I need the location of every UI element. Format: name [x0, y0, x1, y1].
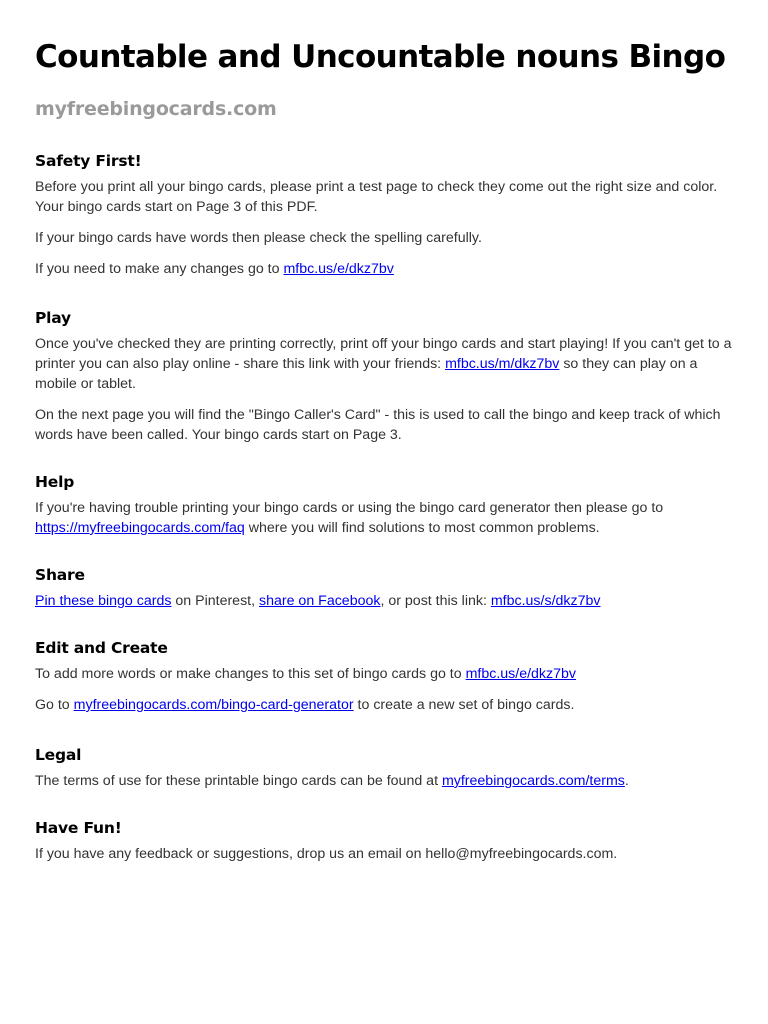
heading-share: Share — [35, 566, 85, 584]
section-edit-and-create — [35, 636, 735, 715]
section-share — [35, 563, 735, 611]
safety-paragraph-2: If your bingo cards have words then please check the spelling carefully. — [35, 230, 482, 246]
page-title: Countable and Uncountable nouns Bingo — [35, 39, 726, 75]
help-paragraph — [35, 498, 735, 538]
legal-p1-text: The terms of use for these printable bingo cards can be found at — [35, 773, 442, 789]
share-post-link[interactable]: mfbc.us/s/dkz7bv — [490, 593, 601, 609]
edit-p1-text: To add more words or make changes to this set of bingo cards go to — [35, 666, 466, 682]
heading-legal: Legal — [35, 746, 82, 764]
play-paragraph-1 — [35, 334, 735, 394]
card-generator-link[interactable]: myfreebingocards.com/bingo-card-generator — [73, 697, 354, 713]
terms-link[interactable]: myfreebingocards.com/terms — [441, 773, 625, 789]
play-online-link[interactable]: mfbc.us/m/dkz7bv — [445, 356, 560, 372]
help-p1-after: where you will find solutions to most common problems. — [244, 520, 600, 536]
fun-paragraph: If you have any feedback or suggestions, drop us an email on hello@myfreebingocards.com. — [35, 846, 618, 862]
edit-p2-after: to create a new set of bingo cards. — [353, 697, 575, 713]
heading-edit-and-create: Edit and Create — [35, 639, 168, 657]
play-p1-after: so they can play on a mobile or tablet. — [35, 356, 698, 392]
heading-play: Play — [35, 309, 71, 327]
safety-paragraph-3 — [35, 259, 735, 279]
section-legal — [35, 743, 735, 791]
edit-paragraph-1 — [35, 664, 735, 684]
pinterest-link[interactable]: Pin these bingo cards — [35, 593, 172, 609]
edit-link[interactable]: mfbc.us/e/dkz7bv — [283, 261, 394, 277]
legal-paragraph — [35, 771, 735, 791]
legal-p1-after: . — [624, 773, 629, 789]
safety-paragraph-1: Before you print all your bingo cards, please print a test page to check they come out the right size and color. Your bingo cards start on Page 3 of this PDF. — [35, 179, 718, 215]
edit-p2-text: Go to — [35, 697, 74, 713]
play-paragraph-2: On the next page you will find the "Bingo Caller's Card" - this is used to call the bingo and keep track of which words have been called. Your bingo cards start on Page 3. — [35, 407, 721, 443]
share-pin-after: on Pinterest, — [171, 593, 259, 609]
play-p1-text: Once you've checked they are printing correctly, print off your bingo cards and start playing! If you can't get to a printer you can also play online - share this link with your friends: — [35, 336, 732, 372]
share-fb-after: , or post this link: — [380, 593, 491, 609]
safety-p3-text: If you need to make any changes go to — [35, 261, 284, 277]
section-help — [35, 470, 735, 538]
section-play — [35, 306, 735, 445]
share-paragraph — [35, 591, 735, 611]
heading-safety-first: Safety First! — [35, 152, 142, 170]
site-subtitle: myfreebingocards.com — [35, 98, 277, 120]
facebook-link[interactable]: share on Facebook — [259, 593, 381, 609]
faq-link[interactable]: https://myfreebingocards.com/faq — [35, 520, 245, 536]
section-have-fun — [35, 816, 735, 864]
edit-paragraph-2 — [35, 695, 735, 715]
section-safety-first — [35, 149, 735, 279]
edit-cards-link[interactable]: mfbc.us/e/dkz7bv — [465, 666, 576, 682]
help-p1-text: If you're having trouble printing your bingo cards or using the bingo card generator then please go to — [35, 500, 664, 516]
heading-help: Help — [35, 473, 75, 491]
heading-have-fun: Have Fun! — [35, 819, 122, 837]
